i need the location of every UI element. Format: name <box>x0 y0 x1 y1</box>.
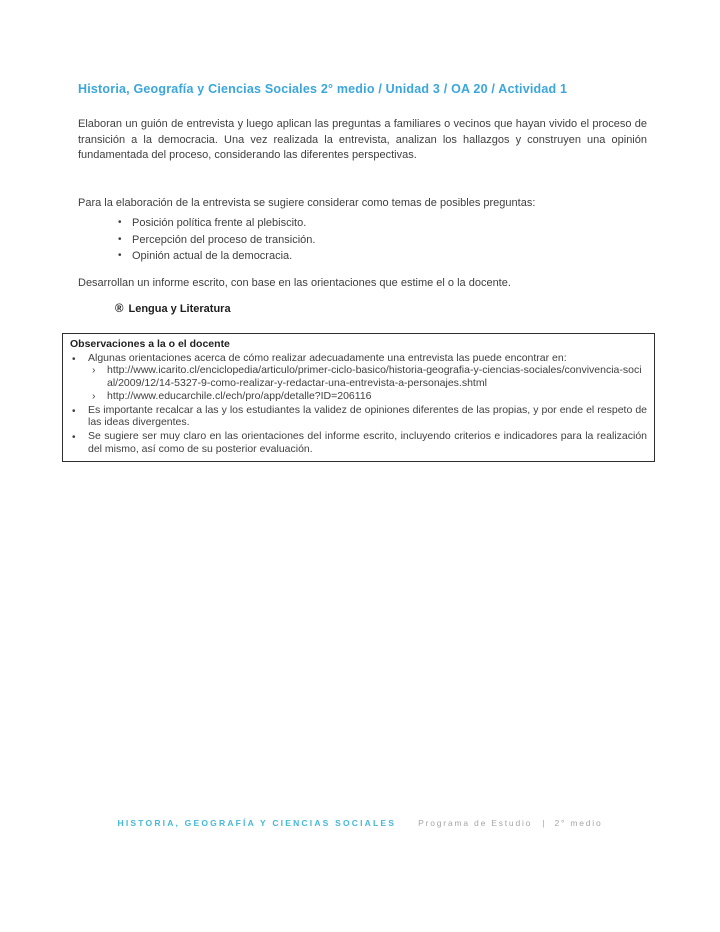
teacher-box-list <box>70 352 647 456</box>
list-item <box>118 215 630 232</box>
topic-list <box>118 215 630 265</box>
list-item <box>70 352 647 403</box>
list-item <box>88 364 647 389</box>
related-subject-note <box>115 303 231 315</box>
list-item <box>88 390 647 403</box>
page-footer <box>0 818 720 828</box>
footer-subject-label: HISTORIA, GEOGRAFÍA Y CIENCIAS SOCIALES <box>117 818 397 828</box>
resource-link-icarito[interactable]: http://www.icarito.cl/enciclopedia/articulo/primer-ciclo-basico/historia-geografia-y-ciencias-sociales/convivencia-social/2009/12/14-5327-9-como-realizar-y-redactar-una-entrevista-a-personajes.shtml <box>107 364 642 390</box>
chevron-bullet-icon: › <box>92 389 96 402</box>
chevron-bullet-icon: › <box>92 364 96 377</box>
bullet-icon: • <box>72 431 76 443</box>
resource-link-list <box>88 364 647 402</box>
observation-text: Se sugiere ser muy claro en las orientaciones del informe escrito, incluyendo criterios e indicadores para la realización del mismo, así como de su posterior evaluación. <box>88 429 647 455</box>
topic-text: Posición política frente al plebiscito. <box>132 217 307 229</box>
bullet-icon: • <box>72 405 76 417</box>
page-title: Historia, Geografía y Ciencias Sociales 2° medio / Unidad 3 / OA 20 / Actividad 1 <box>78 82 568 96</box>
observation-text: Algunas orientaciones acerca de cómo realizar adecuadamente una entrevista las puede encontrar en: <box>88 351 567 364</box>
intro-paragraph: Elaboran un guión de entrevista y luego aplican las preguntas a familiares o vecinos que hayan vivido el proceso de transición a la democracia. Una vez realizada la entrevista, analizan los hallazgos y construyen una opinión fundamentada del proceso, considerando las diferentes perspectivas. <box>78 118 647 161</box>
bullet-icon: • <box>118 217 122 228</box>
list-item <box>118 248 630 265</box>
list-item <box>70 430 647 455</box>
list-item <box>118 232 630 249</box>
registered-relation-icon: ® <box>115 303 124 315</box>
suggestion-paragraph: Para la elaboración de la entrevista se sugiere considerar como temas de posibles preguntas: <box>78 197 536 209</box>
bullet-icon: • <box>72 353 76 365</box>
list-item <box>70 404 647 429</box>
footer-pipe-divider: | <box>542 818 545 828</box>
related-subject-label: Lengua y Literatura <box>128 303 231 315</box>
observation-text: Es importante recalcar a las y los estudiantes la validez de opiniones diferentes de las propias, y por ende el respeto de las ideas divergentes. <box>88 403 647 429</box>
bullet-icon: • <box>118 250 122 261</box>
footer-program-label: Programa de Estudio <box>418 818 533 828</box>
report-paragraph: Desarrollan un informe escrito, con base en las orientaciones que estime el o la docente. <box>78 277 511 289</box>
resource-link-educarchile[interactable]: http://www.educarchile.cl/ech/pro/app/detalle?ID=206116 <box>107 389 372 402</box>
footer-grade-label: 2° medio <box>554 818 603 828</box>
bullet-icon: • <box>118 233 122 245</box>
teacher-observations-box <box>62 333 655 462</box>
teacher-box-title: Observaciones a la o el docente <box>70 338 230 350</box>
topic-text: Percepción del proceso de transición. <box>132 233 316 246</box>
topic-text: Opinión actual de la democracia. <box>132 250 293 262</box>
